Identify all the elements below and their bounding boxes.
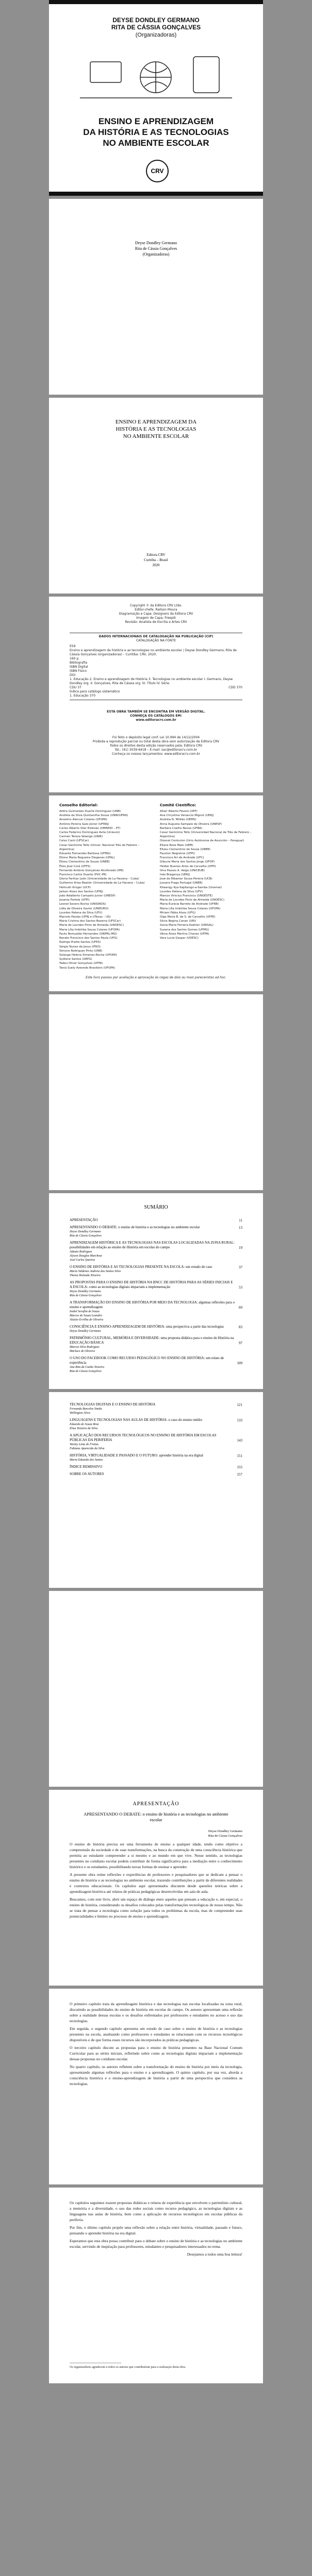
summary-entry-page: 69 — [239, 1306, 242, 1310]
presentation-subtitle: APRESENTANDO O DEBATE: o ensino de história e as tecnologias no ambiente escolar — [84, 1811, 228, 1822]
summary-entry-page: 121 — [237, 1403, 242, 1407]
blank-page — [49, 994, 263, 1190]
council-member: Jussara Fraga Portugal (UNEB) — [160, 882, 203, 885]
summary-entry-authors: Eduardo de Souza Braz Elisa Teixeira da Silva — [70, 1423, 99, 1430]
presentation-body — [70, 2200, 242, 2259]
council-member: Carlos Federico Dominguez Avila (Unieuro) — [59, 831, 120, 835]
council-member: Elizeu Clementino de Souza (UNEB) — [59, 860, 110, 864]
copyright-line: Copyright © da Editora CRV Ltda. — [130, 604, 182, 607]
council-member: Helder Buenos Aires de Carvalho (UFPI) — [160, 865, 216, 868]
summary-entry-authors: Maria Eduarda dos Santos — [70, 1459, 103, 1462]
summary-entry-page: 151 — [237, 1454, 242, 1458]
summary-entry-title: A APLICAÇÃO DOS RECURSOS TECNOLÓGICOS NO ENSINO DE HISTÓRIA EM ESCOLAS PÚBLICAS DA PERIFERIA — [70, 1433, 217, 1442]
cover-authors: DEYSE DONDLEY GERMANO RITA DE CÁSSIA GONÇALVES — [111, 16, 201, 31]
council-right-list — [160, 809, 255, 940]
summary-entry[interactable] — [70, 1472, 242, 1477]
council-member: Leonel Severo Rocha (UNISINOS) — [59, 903, 106, 906]
digital-notice: ESTA OBRA TAMBÉM SE ENCONTRA EM VERSÃO DIGITAL. CONHEÇA OS CATÁLOGOS EM: www.editoracrv.com.br — [107, 710, 205, 722]
council-member: Guillermo Arias Beatón (Universidade de La Havana – Cuba) — [59, 882, 145, 885]
summary-entry-title: AS PROPOSTAS PARA O ENSINO DE HISTÓRIA NA BNCC DE HISTÓRIA PARA AS SÉRIES INICIAIS E A ESCOLA: como as tecnologias digitais impactam a implementação — [70, 1280, 233, 1289]
summary-entry-authors: Adauto Rodrigues Alyson Douglas Marchese José Carlos Queiroz — [70, 1250, 103, 1262]
council-member: Lourdes Helena da Silva (UFV) — [160, 890, 203, 893]
summary-entry[interactable] — [70, 1325, 242, 1333]
copyright-lines — [70, 604, 242, 624]
summary-entry[interactable] — [70, 1336, 242, 1353]
summary-entry-title: O USO DO FACEBOOK COMO RECURSO PEDAGÓGICO NO ENSINO DE HISTÓRIA: um relato de experiência — [70, 1356, 224, 1365]
council-note: Este livro passou por avaliação e aprovação às cegas de dois ou mais pareceristas ad hoc. — [86, 976, 226, 979]
summary-entry-title: O ENSINO DE HISTÓRIA E AS TECNOLOGIAS PRESENTE NA ESCOLA: um estudo de caso — [70, 1265, 212, 1269]
summary-entry-page: 37 — [239, 1265, 242, 1269]
council-member: Vera Lucia Gaspar (UDESC) — [160, 937, 199, 940]
council-member: Eliane Rose Maio (UEM) — [160, 843, 193, 847]
cip-subtitle: CATALOGAÇÃO NA FONTE — [136, 639, 176, 642]
names-page — [49, 199, 263, 395]
presentation-page-3 — [49, 2188, 263, 2383]
council-member: Marcos Vinicius Francisco (UNOESTE) — [160, 894, 213, 898]
council-member: Simone Rodrigues Pinto (UNB) — [59, 949, 103, 953]
council-member: Maria Cristina dos Santos Bezerra (UFSCar) — [59, 920, 121, 923]
summary-entry-title: SOBRE OS AUTORES — [70, 1472, 104, 1476]
paragraph: Desejamos a todos uma boa leitura! — [187, 2252, 242, 2257]
council-member: Anna Augusta Sampaio de Oliveira (UNESP) — [160, 822, 222, 826]
presentation-page-2 — [49, 1989, 263, 2184]
summary-entry-page: 97 — [239, 1341, 242, 1345]
cip-body: E59 Ensino e aprendizagem da história e as tecnologias no ambiente escolar / Deyse Dondley Germano, Rita de Cássia Gonçalves (organizadoras) – Curitiba: CRV, 2020. 160 p. Bibliografia ISBN Digital ISBN Físico DOI 1. Educação 2. Ensino e aprendizagem de História 3. Tecnologias no ambiente escolar I. Germano, Deyse Dondley org. II. Gonçalves, Rita de Cássia org. III. Título IV. Série. — [70, 645, 237, 685]
council-member: Jailson Alves dos Santos (UFRJ) — [59, 890, 103, 893]
summary-entry-authors: Fernanda Barcelos Simão Wellington Alves — [70, 1408, 102, 1415]
council-member: Eduardo Fernandes Barbosa (UFMG) — [59, 852, 111, 856]
cover-organizers: (Organizadoras) — [135, 32, 177, 38]
council-member: Maria de Lourdes Pinto de Almeida (UNOESC) — [160, 899, 224, 902]
summary-entry-authors: Isabel Serafim de Souza Marcos de Souza Leandro Aluízio Ervilha de Oliveira — [70, 1310, 104, 1321]
copyright-page — [49, 597, 263, 792]
cip-cdu: CDU 37 — [70, 686, 81, 689]
copyright-line: Revisão: Analista de Escrita e Artes CRV — [125, 620, 187, 624]
cover-band-top — [49, 0, 263, 4]
summary-entry-title: APRENDIZAGEM HISTÓRICA E AS TECNOLOGIAS NAS ESCOLAS LOCALIZADAS NA ZONA RURAL: possibilidades em relação ao ensino de História em escolas do campo — [70, 1241, 235, 1249]
council-member: Josania Portela (UFPI) — [59, 899, 90, 902]
council-member: Helmuth Krüger (UCP) — [59, 886, 91, 889]
summary-entry-page: 143 — [237, 1438, 242, 1443]
council-member: Maria Eurácia Barreto de Andrade (UFRB) — [160, 903, 219, 906]
council-left-list — [59, 809, 155, 970]
blank-page — [49, 1591, 263, 1787]
summary-entry[interactable] — [70, 1402, 242, 1415]
summary-entry-authors: Wesley Lima de Freitas Fabiana Aparecida da Silva — [70, 1443, 105, 1450]
title-page — [49, 398, 263, 594]
council-member: Ana Chrystina Venancio Mignot (UERJ) — [160, 814, 214, 818]
council-member: Inês Bragança (UERJ) — [160, 873, 190, 877]
paragraph: Esperamos que esta obra possa contribuir para o debate sobre o ensino de história e as tecnologias no ambiente escolar, servindo de inspiração para professores, estudantes e pesquisadores interessados no tema. — [70, 2239, 242, 2249]
council-member: Renato Francisco dos Santos Paula (UFG) — [59, 937, 118, 940]
council-member: Sydione Santos (UEPG) — [59, 958, 92, 961]
presentation-body — [70, 2001, 242, 2089]
summary-entry[interactable] — [70, 1418, 242, 1431]
summary-entry-page: 109 — [237, 1361, 242, 1365]
summary-entry-title: APRESENTANDO O DEBATE: o ensino de história e as tecnologias no ambiente escolar — [70, 1225, 200, 1229]
legal-notice: Foi feito o depósito legal conf. Lei 10.994 de 14/12/2004 Proibida a reprodução parcial ou total desta obra sem autorização da Editora CRV Todos os direitos desta edição reservados pela: Editora CRV Tel.: (41) 3039-6418 – E-mail: sac@editoracrv.com.br Conheça os nossos lançamentos: www.editoracrv.com.br — [92, 736, 220, 756]
presentation-page-1 — [49, 1790, 263, 1986]
summary-list — [70, 1218, 242, 1376]
council-member: Élsio José Corá (UFFS) — [59, 865, 91, 868]
cip-index: Índice para catálogo sistemático 1. Educação 370 — [70, 690, 120, 698]
summary-entry[interactable] — [70, 1225, 242, 1238]
summary-entry[interactable] — [70, 1265, 242, 1278]
summary-entry-page: 53 — [239, 1285, 242, 1290]
summary-entry-authors: Marcos Silva Rodrigues Marluce de Oliveira — [70, 1346, 100, 1353]
summary-entry[interactable] — [70, 1218, 242, 1223]
summary-entry-title: APRESENTAÇÃO — [70, 1218, 98, 1222]
council-member: Solange Helena Ximenes-Rocha (UFOPA) — [59, 953, 117, 957]
council-member: Antônio Pereira Gaio Júnior (UFRRJ) — [59, 822, 109, 826]
council-member: Olga Maria B. de S. de Carvalho (UFPE) — [160, 916, 216, 919]
paragraph: O ensino de história precisa ser uma ferramenta de ensino a qualquer idade, tendo como objetivo a compreensão da sociedade e de suas transformações, na busca da construção de uma consciência histórica que permita ao estudante compreender a si mesmo e ao mundo em que vive. Nesse sentido, as tecnologias presentes no cotidiano escolar podem contribuir de forma significativa para a mediação entre o conhecimento histórico e os estudantes, possibilitando novas formas de ensinar e aprender. — [70, 1842, 242, 1869]
council-member: Barbara Coelho Neves (UFBA) — [160, 826, 203, 830]
cover-title: ENSINO E APRENDIZAGEM DA HISTÓRIA E AS TECNOLOGIAS NO AMBIENTE ESCOLAR — [83, 116, 229, 148]
council-member: Francisco Ari de Andrade (UFC) — [160, 856, 204, 860]
summary-entry[interactable] — [70, 1465, 242, 1469]
summary-entry-page: 83 — [239, 1325, 242, 1329]
cip-cdd: CDD 370 — [228, 686, 242, 689]
summary-entry[interactable] — [70, 1453, 242, 1462]
summary-entry-title: ÍNDICE REMISSIVO — [70, 1465, 103, 1469]
council-member: Silvia Regina Canan (URI) — [160, 920, 196, 923]
council-member: Kilwangy Kya Kapitango-a-Samba (Unemat) — [160, 886, 222, 889]
council-left-col — [59, 803, 155, 970]
council-member: Sérgio Nunes de Jesus (IFRO) — [59, 945, 101, 948]
cover-art-icon — [70, 46, 242, 108]
council-member: Marcelo Paixão (UFRJ e UTexas – US) — [59, 916, 111, 919]
council-member: Gláucia Maria dos Santos Jorge (UFOP) — [160, 860, 215, 864]
summary-entry-title: TECNOLOGIAS DIGITAIS E O ENSINO DE HISTÓRIA — [70, 1402, 156, 1406]
summary-entry[interactable] — [70, 1280, 242, 1298]
council-member: Tania Suely Azevedo Brasileiro (UFOPA) — [59, 966, 116, 970]
presentation-heading: APRESENTAÇÃO — [133, 1801, 179, 1807]
cover-publisher-logo — [146, 160, 169, 182]
council-member: Lourdes Helena da Silva (UFV) — [59, 911, 103, 914]
paragraph: A presente obra reúne reflexões e experiências de professores e pesquisadores que se dedicam a pensar o ensino de história e as tecnologias no ambiente escolar, trazendo contribuições a partir de diferentes realidades e contextos educacionais. Os capítulos aqui apresentados discutem desde questões teóricas sobre a aprendizagem histórica até relatos de práticas pedagógicas desenvolvidas em sala de aula. — [70, 1872, 242, 1894]
summary-heading: SUMÁRIO — [144, 1205, 168, 1210]
council-member: Maria de Lourdes Pinto de Almeida (UNOESC) — [59, 924, 124, 927]
council-member: Maria Lília Imbiriba Sousa Colares (UFOPA) — [59, 928, 120, 931]
summary-entry-page: 19 — [239, 1246, 242, 1250]
publisher-logo-text: CRV — [151, 167, 164, 175]
paragraph: O terceiro capítulo discute as propostas para o ensino de história presentes na Base Nacional Comum Curricular para as séries iniciais, refletindo sobre como as tecnologias digitais impactam a implementação dessas propostas no cotidiano escolar. — [70, 2045, 242, 2061]
title-page-heading: ENSINO E APRENDIZAGEM DA HISTÓRIA E AS TECNOLOGIAS NO AMBIENTE ESCOLAR — [115, 419, 197, 439]
council-member: Suzana dos Santos Gomes (UFMG) — [160, 928, 209, 931]
paragraph: Por fim, o último capítulo propõe uma reflexão sobre a relação entre história, virtualidade, passado e futuro, pensando o aprender história na era digital. — [70, 2225, 242, 2235]
council-member: Carlos Alberto Vilar Estêvão (UMINHO – PT) — [59, 826, 121, 830]
summary-page-1 — [49, 1193, 263, 1389]
summary-entry[interactable] — [70, 1356, 242, 1374]
council-member: Andréia N. Militão (UEMS) — [160, 818, 196, 822]
copyright-line: Imagem de Capa: Freepik — [136, 616, 176, 620]
council-page — [49, 795, 263, 991]
summary-list — [70, 1402, 242, 1479]
summary-entry[interactable] — [70, 1241, 242, 1262]
council-member: Celso Conti (UFSCar) — [59, 839, 89, 843]
council-member: Sonia Maria Ferreira Koehler (UNISAL) — [160, 924, 214, 927]
council-member: Paulo Romualdo Hernandes (UNIFAL-MG) — [59, 932, 117, 936]
title-page-imprint: Editora CRV Curitiba – Brasil 2020 — [144, 553, 168, 567]
council-member: João Adalberto Campato Junior (UNESP) — [59, 894, 116, 898]
council-right-col — [160, 803, 255, 940]
summary-entry-page: 155 — [237, 1465, 242, 1469]
summary-entry-title: PATRIMÔNIO CULTURAL, MEMÓRIA E DIVERSIDADE: uma proposta didática para o ensino de História na EDUCAÇÃO BÁSICA — [70, 1336, 234, 1345]
summary-entry-title: A TRANSFORMAÇÃO DO ENSINO DE HISTÓRIA POR MEIO DA TECNOLOGIA: algumas reflexões para o ensino e aprendizagem — [70, 1300, 235, 1309]
council-member: Gloria Fariñas León (Universidade de La Havana – Cuba) — [59, 877, 139, 881]
summary-entry-authors: Deyse Dondley Germano Rita de Cássia Gonçalves — [70, 1290, 102, 1297]
council-member: Elione Maria Nogueira Diogenes (UFAL) — [59, 856, 115, 860]
council-member: Carmen Tereza Velanga (UNIR) — [59, 835, 103, 839]
council-member: Francisco Carlos Duarte (PUC-PR) — [59, 873, 107, 877]
council-member: Tadeu Oliver Gonçalves (UFPA) — [59, 962, 103, 965]
paragraph: Buscamos, com este livro, abrir um espaço de diálogo entre aqueles que pensam a educação e, em especial, o ensino de história, considerando os desafios colocados pelas transformações tecnológicas de nosso tempo. Não se trata de pensar a tecnologia como solução para todos os problemas da escola, mas de compreender suas potencialidades e limites no processo de ensino e aprendizagem. — [70, 1897, 242, 1919]
council-member: Anselmo Alencar Colares (UFOPA) — [59, 818, 107, 822]
cip-box — [70, 633, 242, 700]
council-member: Rodrigo Pratte-Santos (UFES) — [59, 941, 101, 944]
council-member: Fauston Negreiros (UFPI) — [160, 852, 195, 856]
cover-band-bottom — [49, 192, 263, 196]
summary-entry-page: 133 — [237, 1418, 242, 1422]
presentation-byline: Deyse Dondley Germano Rita de Cássia Gonçalves — [208, 1829, 242, 1838]
names-text: Deyse Dondley Germano Rita de Cássia Gonçalves (Organizadoras) — [135, 241, 177, 257]
council-member: Maria Lília Imbiriba Sousa Colares (UFOPA) — [160, 907, 221, 910]
summary-entry-authors: Ana Rita da Cunha Teixeira Rita de Cássia Gonçalves — [70, 1366, 105, 1373]
paragraph: O primeiro capítulo trata da aprendizagem histórica e das tecnologias nas escolas localizadas na zona rural, discutindo as possibilidades do ensino de história em escolas do campo. Os autores apresentam uma reflexão sobre a realidade dessas escolas e os desafios enfrentados por professores e estudantes no acesso e uso das tecnologias. — [70, 2002, 242, 2023]
council-member: Vânia Alves Martins Chaves (UFPA) — [160, 932, 209, 936]
council-member: Ilma Passos A. Veiga (UNICEUB) — [160, 869, 205, 872]
summary-entry-title: CONSCIÊNCIA E ENSINO-APRENDIZAGEM DE HISTÓRIA: uma perspectiva a partir das tecnologias — [70, 1325, 224, 1329]
footnote: Os organizadores agradecem a todos os autores que contribuíram para a realização desta obra. — [70, 2366, 186, 2369]
paragraph: Em seguida, o segundo capítulo apresenta um estudo de caso sobre o ensino de história e as tecnologias presentes na escola, analisando como professores e estudantes se relacionam com os recursos tecnológicos disponíveis e de que forma esses recursos são incorporados às práticas pedagógicas. — [70, 2026, 242, 2042]
council-right-title: Comitê Científico: — [160, 803, 196, 807]
council-member: Altair Alberto Fávero (UPF) — [160, 810, 198, 813]
copyright-line: Editor-chefe: Railson Moura — [135, 608, 177, 612]
council-member: Aldira Guimarães Duarte Domínguez (UNB) — [59, 810, 121, 813]
council-member: Fernando Antônio Gonçalves Alcoforado (IPB) — [59, 869, 124, 872]
cover-page — [49, 0, 263, 196]
summary-entry-page: 157 — [237, 1472, 242, 1477]
council-member: Cesar Gerónimo Tello (Universidad Nacional de Três de Febrero – Argentina) — [160, 831, 252, 839]
council-left-title: Conselho Editorial: — [59, 803, 98, 807]
paragraph: Os capítulos seguintes trazem propostas didáticas e relatos de experiência que envolvem o patrimônio cultural, a memória e a diversidade, o uso das redes sociais como recurso pedagógico, as tecnologias digitais e as linguagens nas aulas de história, bem como a aplicação de recursos tecnológicos em escolas públicas da periferia. — [70, 2200, 242, 2222]
council-member: Diosnel Centurion (Univ Autónoma de Asunción – Paraguai) — [160, 839, 244, 843]
summary-entry-title: LINGUAGENS E TECNOLOGIAS NAS AULAS DE HISTÓRIA: o caso do ensino médio — [70, 1418, 203, 1422]
summary-page-2 — [49, 1392, 263, 1588]
council-member: Cesar Gerónimo Tello (Univer. Nacional Três de Febrero – Argentina) — [59, 843, 140, 851]
council-member: Lídia de Oliveira Xavier (UNIEURO) — [59, 907, 109, 910]
summary-entry[interactable] — [70, 1300, 242, 1322]
summary-entry-title: HISTÓRIA, VIRTUALIDADE E PASSADO E O FUTURO: aprender história na era digital — [70, 1453, 203, 1458]
cover-illustration — [70, 46, 242, 108]
council-member: Andréia da Silva Quintanilha Sousa (UNIR/UFRN) — [59, 814, 128, 818]
council-member: Elizeu Clementino de Souza (UNEB) — [160, 848, 210, 851]
council-member: José de Ribamar Sousa Pereira (UCB) — [160, 877, 212, 881]
copyright-line: Diagramação e Capa: Designers da Editora CRV — [119, 612, 193, 616]
cip-title: DADOS INTERNACIONAIS DE CATALOGAÇÃO NA PUBLICAÇÃO (CIP) — [98, 635, 214, 638]
summary-entry-authors: Deyse Dondley Germano Rita de Cássia Gonçalves — [70, 1230, 102, 1238]
summary-entry-authors: Deyse Dondley Germano — [70, 1330, 101, 1333]
council-member: Míriam Fábia Alves (UFG) — [160, 911, 195, 914]
summary-entry[interactable] — [70, 1433, 242, 1451]
summary-entry-authors: Maria Valdenes Andreia dos Santos Silva Thaisa Holanda Teixeira — [70, 1270, 121, 1277]
summary-entry-page: 11 — [239, 1218, 242, 1223]
summary-entry-page: 13 — [239, 1226, 242, 1230]
presentation-body — [70, 1841, 242, 1921]
paragraph: No quarto capítulo, os autores refletem sobre a transformação do ensino de história por meio da tecnologia, apresentando algumas reflexões para o ensino e a aprendizagem. O quinto capítulo, por sua vez, aborda a consciência histórica e o ensino-aprendizagem de história a partir de uma perspectiva que considera as tecnologias. — [70, 2064, 242, 2086]
